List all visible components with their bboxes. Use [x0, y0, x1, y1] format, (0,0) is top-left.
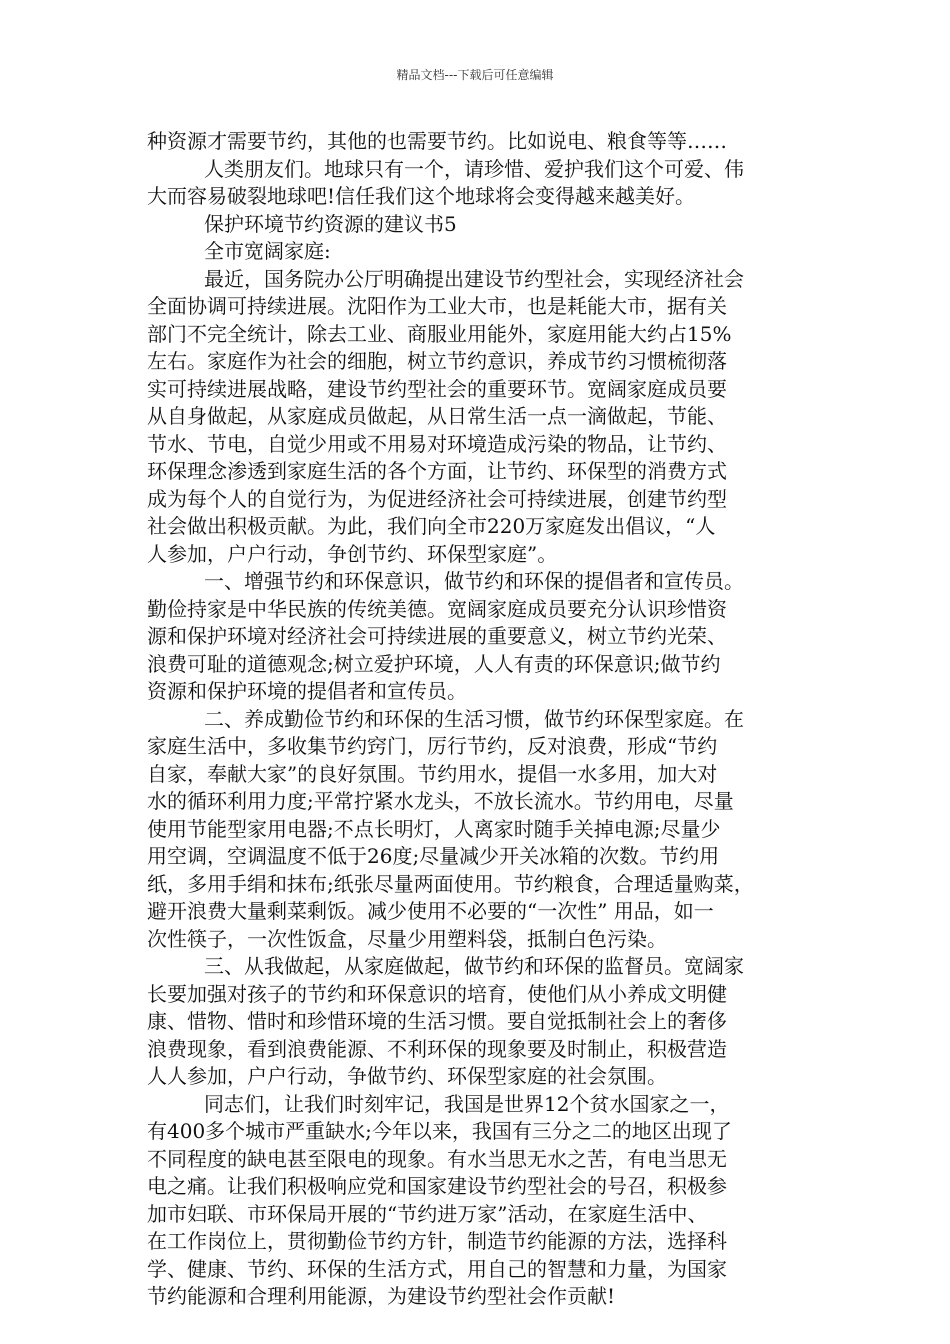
text-line: 从自身做起，从家庭成员做起，从日常生活一点一滴做起，节能、 [147, 404, 727, 428]
text-line: 全面协调可持续进展。沈阳作为工业大市，也是耗能大市，据有关 [147, 294, 727, 318]
text-line: 不同程度的缺电甚至限电的现象。有水当思无水之苦，有电当思无 [147, 1146, 727, 1171]
text-line: 浪费可耻的道德观念;树立爱护环境，人人有责的环保意识;做节约 [147, 651, 721, 676]
text-line: 浪费现象，看到浪费能源、不利环保的现象要及时制止，积极营造 [147, 1036, 727, 1061]
text-line: 节水、节电，自觉少用或不用易对环境造成污染的物品，让节约、 [147, 431, 727, 456]
text-line: 避开浪费大量剩菜剩饭。减少使用不必要的“一次性” 用品，如一 [147, 899, 714, 923]
text-line: 一、增强节约和环保意识，做节约和环保的提倡者和宣传员。 [204, 569, 744, 593]
text-line: 在工作岗位上，贯彻勤俭节约方针，制造节约能源的方法，选择科 [147, 1229, 727, 1253]
text-line: 最近，国务院办公厅明确提出建设节约型社会，实现经济社会 [204, 266, 744, 291]
text-line: 用空调，空调温度不低于26度;尽量减少开关冰箱的次数。节约用 [147, 844, 720, 868]
text-line: 实可持续进展战略，建设节约型社会的重要环节。宽阔家庭成员要 [147, 376, 727, 401]
text-line: 长要加强对孩子的节约和环保意识的培育，使他们从小养成文明健 [147, 981, 727, 1006]
text-line: 环保理念渗透到家庭生活的各个方面，让节约、环保型的消费方式 [147, 459, 727, 483]
text-line: 人参加，户户行动，争创节约、环保型家庭”。 [147, 541, 558, 566]
text-line: 二、养成勤俭节约和环保的生活习惯，做节约环保型家庭。在 [204, 706, 744, 731]
text-line: 同志们，让我们时刻牢记，我国是世界12个贫水国家之一， [204, 1091, 730, 1116]
text-line: 人人参加，户户行动，争做节约、环保型家庭的社会氛围。 [147, 1064, 667, 1088]
text-line: 种资源才需要节约，其他的也需要节约。比如说电、粮食等等…… [147, 129, 727, 153]
text-line: 大而容易破裂地球吧!信任我们这个地球将会变得越来越美好。 [147, 184, 696, 208]
text-line: 学、健康、节约、环保的生活方式，用自己的智慧和力量，为国家 [147, 1256, 727, 1281]
text-line: 自家，奉献大家”的良好氛围。节约用水，提倡一水多用，加大对 [147, 761, 718, 786]
page-header: 精品文档---下载后可任意编辑 [396, 68, 554, 82]
text-line: 有400多个城市严重缺水;今年以来，我国有三分之二的地区出现了 [147, 1119, 732, 1143]
document-body [147, 128, 807, 1311]
text-line: 资源和保护环境的提倡者和宣传员。 [147, 679, 467, 703]
text-line: 保护环境节约资源的建议书5 [204, 211, 457, 236]
text-line: 左右。家庭作为社会的细胞，树立节约意识，养成节约习惯梳彻落 [147, 349, 727, 373]
text-line: 加市妇联、市环保局开展的“节约进万家”活动，在家庭生活中、 [147, 1201, 708, 1226]
text-line: 家庭生活中，多收集节约窍门，厉行节约，反对浪费，形成“节约 [147, 734, 718, 758]
text-line: 三、从我做起，从家庭做起，做节约和环保的监督员。宽阔家 [204, 954, 744, 978]
text-line: 康、惜物、惜时和珍惜环境的生活习惯。要自觉抵制社会上的奢侈 [147, 1009, 727, 1033]
text-line: 勤俭持家是中华民族的传统美德。宽阔家庭成员要充分认识珍惜资 [147, 596, 727, 621]
text-line: 部门不完全统计，除去工业、商服业用能外，家庭用能大约占15% [147, 321, 732, 346]
text-line: 水的循环利用力度;平常拧紧水龙头，不放长流水。节约用电，尽量 [147, 789, 734, 813]
text-line: 次性筷子，一次性饭盒，尽量少用塑料袋，抵制白色污染。 [147, 926, 667, 951]
text-line: 使用节能型家用电器;不点长明灯，人离家时随手关掉电源;尽量少 [147, 816, 721, 841]
text-line: 纸，多用手绢和抹布;纸张尽量两面使用。节约粮食，合理适量购菜， [147, 871, 754, 896]
text-line: 全市宽阔家庭: [204, 239, 331, 263]
text-line: 电之痛。让我们积极响应党和国家建设节约型社会的号召，积极参 [147, 1174, 727, 1198]
text-line: 社会做出积极贡献。为此，我们向全市220万家庭发出倡议，“人 [147, 514, 716, 538]
text-line: 节约能源和合理利用能源，为建设节约型社会作贡献! [147, 1284, 616, 1308]
text-line: 源和保护环境对经济社会可持续进展的重要意义，树立节约光荣、 [147, 624, 727, 648]
text-line: 人类朋友们。地球只有一个，请珍惜、爱护我们这个可爱、伟 [204, 156, 744, 181]
text-line: 成为每个人的自觉行为，为促进经济社会可持续进展，创建节约型 [147, 486, 727, 511]
